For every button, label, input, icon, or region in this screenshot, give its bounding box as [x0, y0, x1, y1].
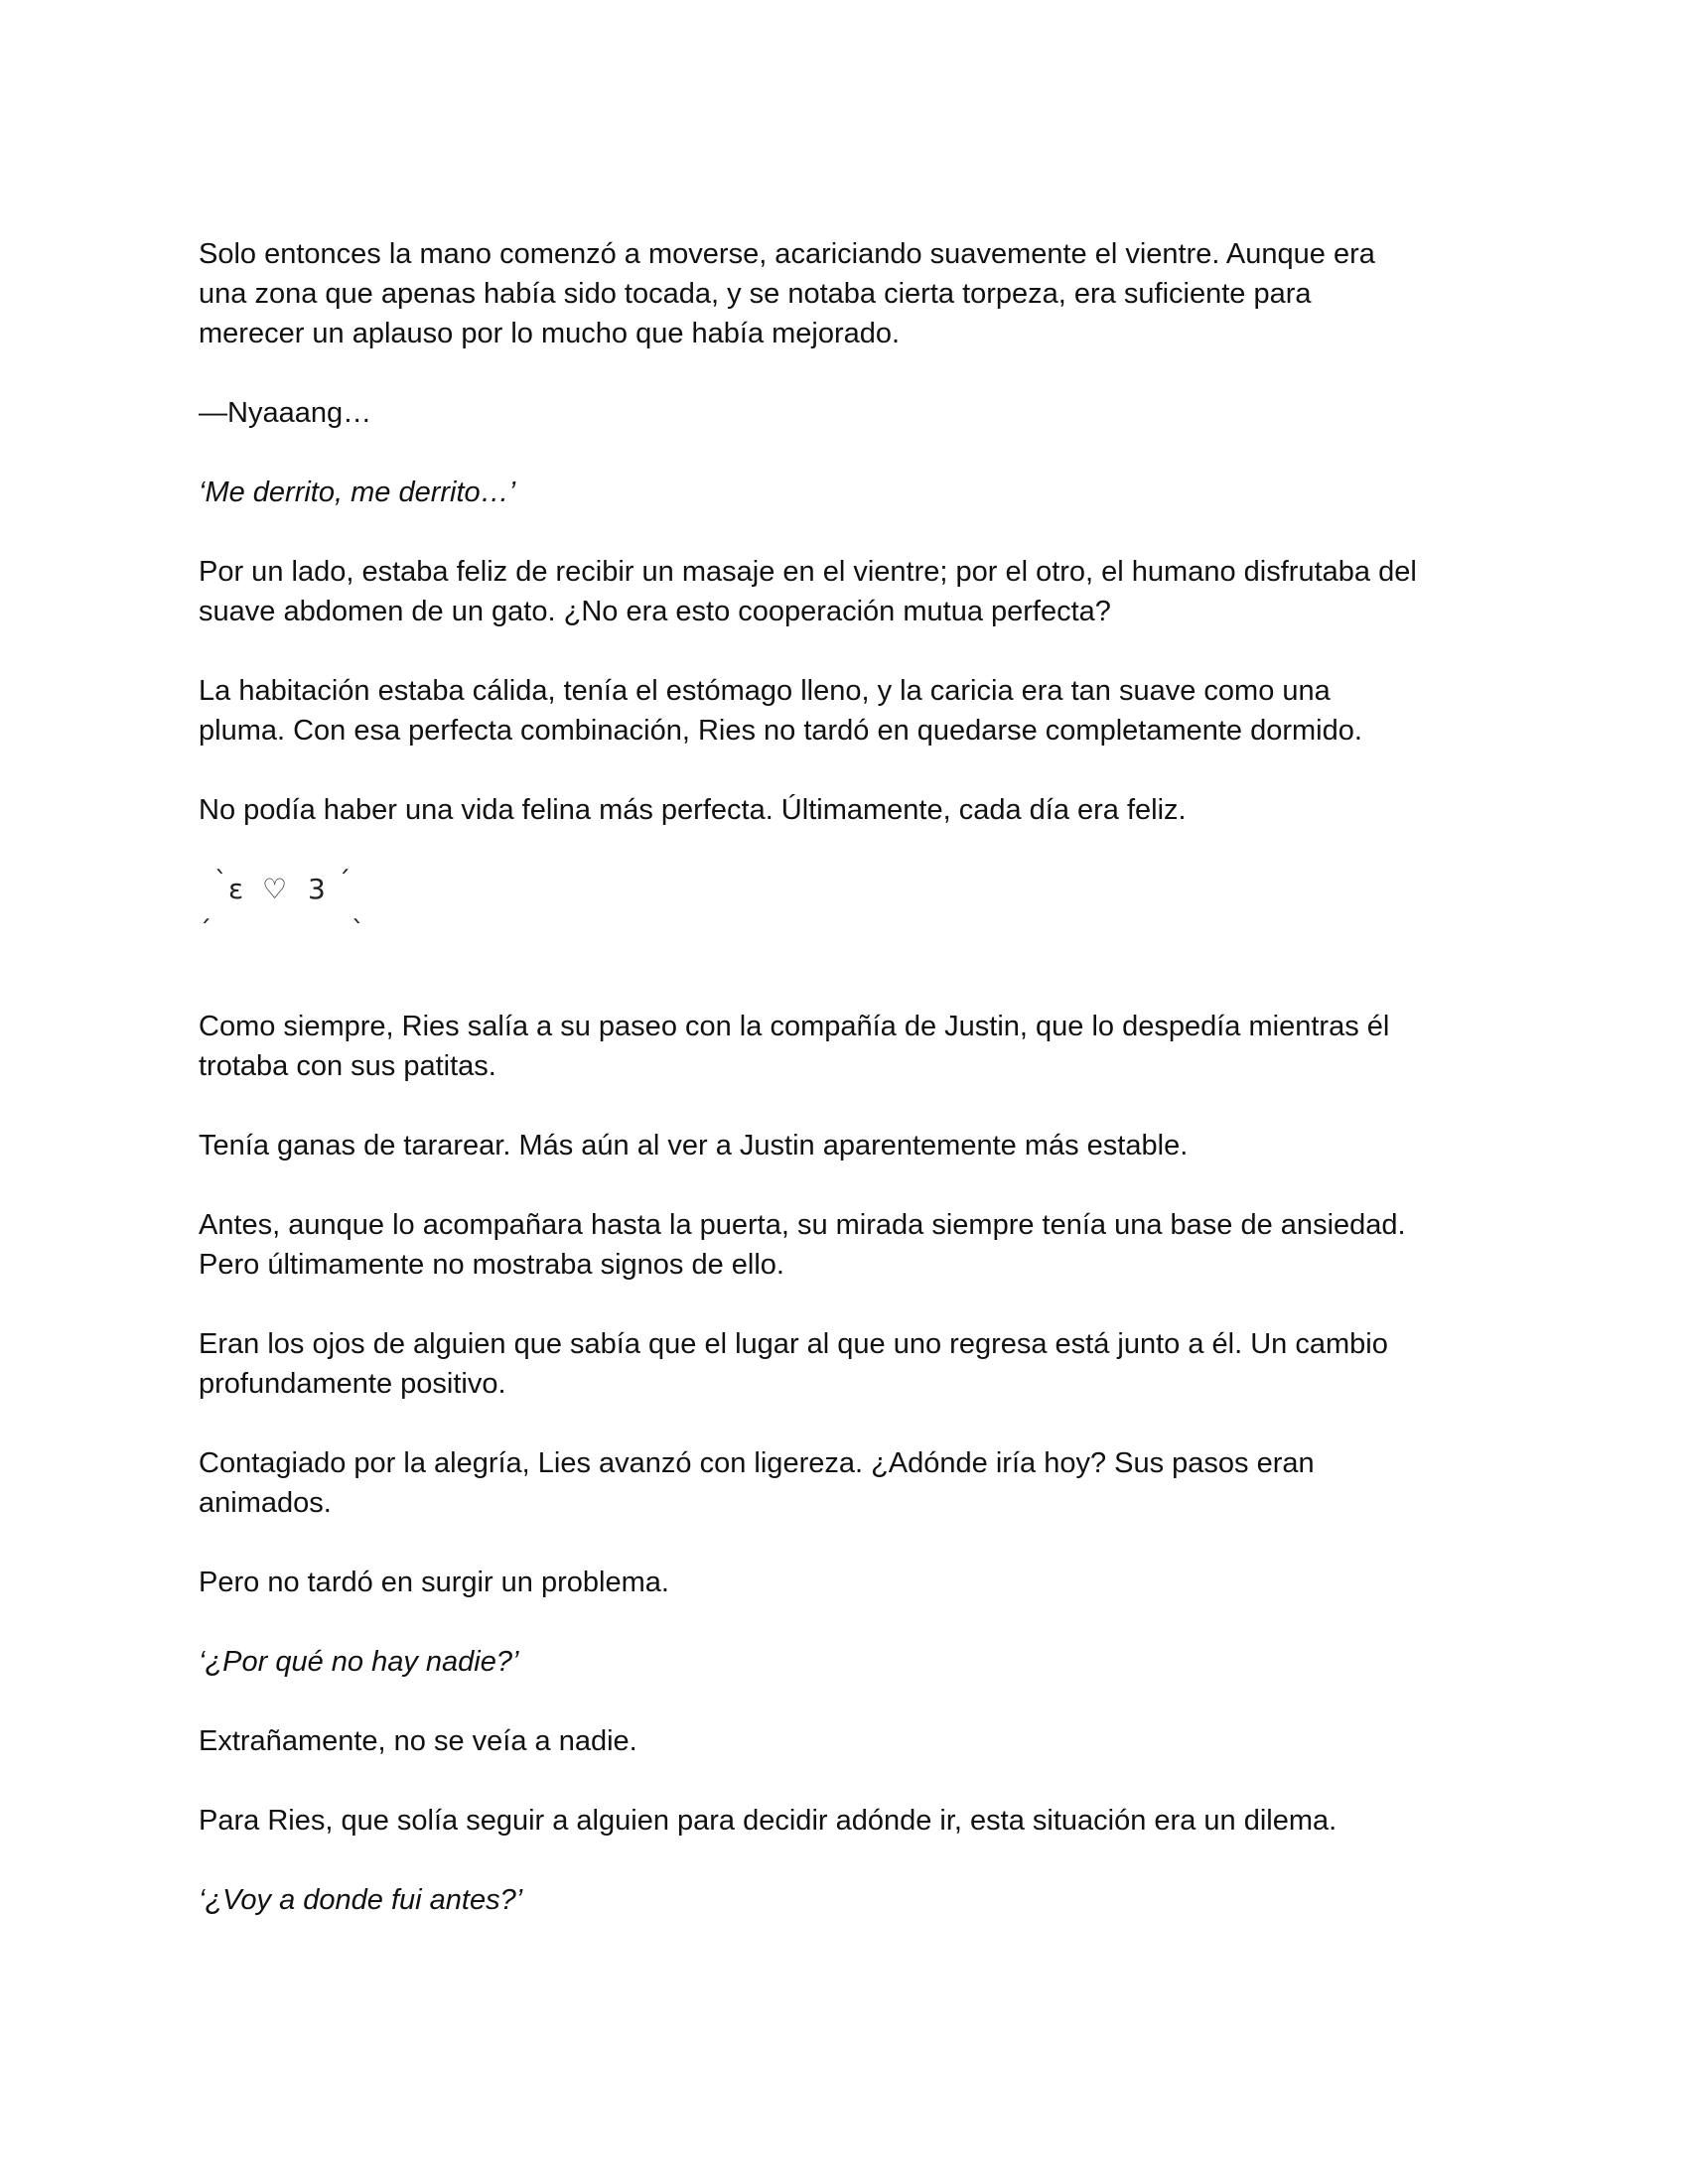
paragraph [199, 1205, 1509, 1285]
text-line: Eran los ojos de alguien que sabía que el lugar al que uno regresa está junto a él. Un cambio [199, 1328, 1388, 1360]
text-line: Pero no tardó en surgir un problema. [199, 1567, 669, 1598]
text-line: La habitación estaba cálida, tenía el estómago lleno, y la caricia era tan suave como una [199, 675, 1331, 707]
text-line: profundamente positivo. [199, 1368, 506, 1400]
dialogue-line [199, 393, 1509, 433]
text-line: trotaba con sus patitas. [199, 1050, 496, 1082]
text-line: ‘Me derrito, me derrito…’ [199, 477, 516, 508]
text-line: una zona que apenas había sido tocada, y se notaba cierta torpeza, era suficiente para [199, 278, 1312, 310]
divider-mark: ˏ [199, 894, 211, 924]
paragraph [199, 1324, 1509, 1404]
text-line: Contagiado por la alegría, Lies avanzó con ligereza. ¿Adónde iría hoy? Sus pasos eran [199, 1447, 1315, 1479]
paragraph [199, 1721, 1509, 1761]
scene-divider [199, 867, 1509, 929]
text-line: ‘¿Voy a donde fui antes?’ [199, 1884, 523, 1916]
heart-icon: ♡ [262, 873, 288, 905]
text-line: —Nyaaang… [199, 397, 372, 429]
text-line: animados. [199, 1487, 332, 1519]
paragraph [199, 1007, 1509, 1086]
paragraph [199, 1443, 1509, 1523]
text-line: Tenía ganas de tararear. Más aún al ver a Justin aparentemente más estable. [199, 1130, 1189, 1161]
text-line: suave abdomen de un gato. ¿No era esto cooperación mutua perfecta? [199, 596, 1111, 627]
text-line: Antes, aunque lo acompañara hasta la puerta, su mirada siempre tenía una base de ansiedad. [199, 1209, 1406, 1241]
divider-mark: ˎ [352, 894, 364, 924]
divider-mark: ε [228, 873, 244, 905]
paragraph [199, 790, 1509, 830]
paragraph [199, 1126, 1509, 1165]
paragraph [199, 552, 1509, 631]
paragraph [199, 1563, 1509, 1602]
thought-line [199, 1880, 1509, 1920]
text-line: Para Ries, que solía seguir a alguien para decidir adónde ir, esta situación era un dilema. [199, 1805, 1337, 1837]
text-line: Extrañamente, no se veía a nadie. [199, 1725, 637, 1757]
paragraph [199, 671, 1509, 751]
document-page [199, 234, 1509, 1960]
paragraph [199, 234, 1509, 353]
divider-mark: ˋ [214, 867, 227, 896]
text-line: No podía haber una vida felina más perfecta. Últimamente, cada día era feliz. [199, 794, 1187, 826]
text-line: Como siempre, Ries salía a su paseo con la compañía de Justin, que lo despedía mientras él [199, 1011, 1390, 1042]
text-line: Solo entonces la mano comenzó a moverse, acariciando suavemente el vientre. Aunque era [199, 238, 1375, 270]
text-line: ‘¿Por qué no hay nadie?’ [199, 1646, 519, 1678]
text-line: Por un lado, estaba feliz de recibir un masaje en el vientre; por el otro, el humano disfrutaba del [199, 556, 1417, 588]
divider-mark: ˊ [338, 867, 351, 896]
text-line: pluma. Con esa perfecta combinación, Ries no tardó en quedarse completamente dormido. [199, 715, 1362, 747]
thought-line [199, 473, 1509, 512]
text-line: Pero últimamente no mostraba signos de ello. [199, 1249, 784, 1281]
paragraph [199, 1801, 1509, 1841]
divider-mark: 3 [308, 873, 326, 905]
thought-line [199, 1642, 1509, 1682]
text-line: merecer un aplauso por lo mucho que había mejorado. [199, 318, 901, 349]
